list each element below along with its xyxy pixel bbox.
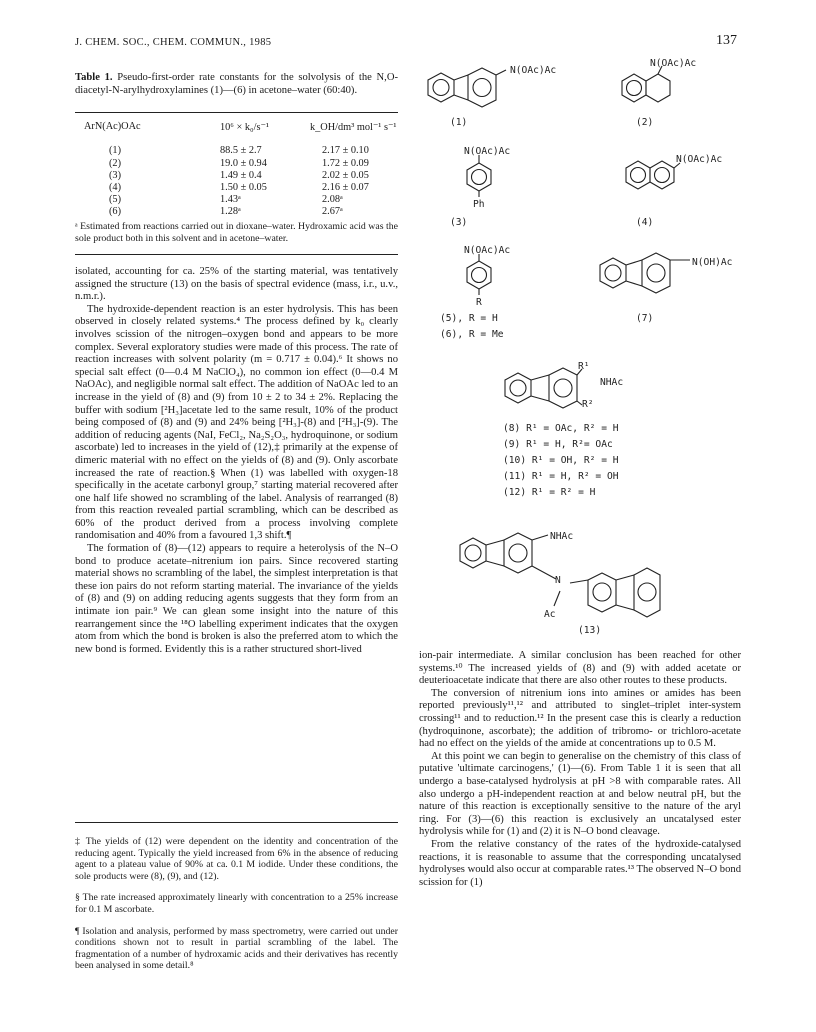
footnotes [75,836,398,972]
struct-5-label: (5), R = H [440,313,498,324]
struct-3-sub: N(OAc)Ac [464,146,511,157]
paragraph: ion-pair intermediate. A similar conclusion has been reached for other systems.¹⁰ The increased yields of (8) and (9) with added acetate or deuterioacetate indicate that there are also other routes to these products. [419,650,741,687]
struct-13-n: N [555,575,561,586]
table-row [84,206,410,218]
paragraph: The conversion of nitrenium ions into amines or amides has been reported previously¹¹,¹² and attributed to singlet–triplet inter-system crossing¹¹ and to reduction.¹² In the present case this is clearly a reduction (hydroquinone, ascorbate); the addition of tribromo- or trichloro-acetate had no effect on the yields of the amide at concentrations up to 0.5 M. [419,687,741,750]
table-cell: 2.02 ± 0.05 [322,169,369,181]
table-caption [75,72,398,97]
struct-5-sub: N(OAc)Ac [464,245,511,256]
structure-3-biphenyl [467,155,491,197]
struct-3-label: (3) [450,217,468,228]
table-top-rule [75,112,398,113]
struct-9-line: (9) R¹ = H, R²= OAc [503,439,613,450]
table-cell: 1.43ᵃ [220,194,241,206]
footnote: ‡ The yields of (12) were dependent on the identity and concentration of the reducing agent. Typically the yield increased from 6% in the absence of reducing agent to a plateau value of 90% at ca. 0.1 M iodide. Under these conditions, the sole products were (8), (9), and (12). [75,836,398,882]
table-cell: (2) [109,157,122,169]
struct-2-sub: N(OAc)Ac [650,58,697,69]
col-header: ArN(Ac)OAc [84,121,141,132]
structure-2-naphthalene [622,66,670,102]
table-row [84,158,410,170]
structure-4-naphthalene [626,161,680,189]
struct-11-line: (11) R¹ = H, R² = OH [503,471,619,482]
paragraph: isolated, accounting for ca. 25% of the starting material, was tentatively assigned the structure (13) on the basis of spectral evidence (mass, i.r., u.v., n.m.r.). [75,266,398,303]
struct-7-sub: N(OH)Ac [692,257,733,268]
struct-8-r1: R¹ [578,361,590,372]
table-row [84,194,410,206]
right-body [419,650,741,889]
struct-3-ph: Ph [473,199,485,210]
struct-1-label: (1) [450,117,468,128]
table-cell: 1.50 ± 0.05 [220,181,267,193]
table-caption-text: Pseudo-first-order rate constants for the solvolysis of the N,O-diacetyl-N-arylhydroxylamines (1)—(6) in acetone–water (60:40). [75,72,398,96]
table-cell: (1) [109,145,122,157]
struct-8-r2: R² [582,399,594,410]
struct-10-line: (10) R¹ = OH, R² = H [503,455,619,466]
structure-8-12-fluorene [505,368,582,408]
chemical-structures [410,55,750,635]
journal-header: J. CHEM. SOC., CHEM. COMMUN., 1985 [75,37,272,48]
table-cell: 2.16 ± 0.07 [322,181,369,193]
table-row [84,145,410,157]
table-cell: (3) [109,169,122,181]
struct-5-r: R [476,297,482,308]
table-cell: 2.08ᵃ [322,194,343,206]
paragraph: The hydroxide-dependent reaction is an ester hydrolysis. This has been observed in closely related systems.⁴ The process defined by k₀ clearly involves scission of the nitrogen–oxygen bond and appears to be more complex. Several exploratory studies were made of this process. The rate of reaction increases with solvent polarity (m = 0.717 ± 0.04).⁶ It shows no special salt effect (0—0.4 M NaClO₄), no common ion effect (0—0.4 M NaOAc), and negligible normal salt effect. The addition of NaOAc led to an increase in the yield of (8) and (9) from 10 ± 2 to 34 ± 2%. Replacing the buffer with sodium [²H₃]acetate led to the same result, 10% of the product being composed of (8) and (9) and 24% being [²H₃]-(8) and [²H₃]-(9). The addition of reducing agents (NaI, FeCl₂, Na₂S₂O₃, hydroquinone, or sodium ascorbate) led to increases in the yield of (12),‡ primarily at the expense of dimeric material with no effect on the yields of (8) and (9). Only ascorbate increased the rate of reaction.§ When (1) was labelled with oxygen-18 specifically in the acetate carbonyl group,⁷ starting material recovered after one half life showed no scrambling of the label. Analysis of rearranged (8) from this reaction revealed partial scrambling, which can be described as 60% of the product derived from a process involving complete randomisation and 40% from a favoured 1,3 shift.¶ [75,303,398,542]
footnote: § The rate increased approximately linearly with concentration to a 25% increase for 0.1 M ascorbate. [75,892,398,915]
structure-5-6-benzene [467,254,491,295]
struct-13-ac: Ac [544,609,556,620]
table-cell: (5) [109,194,122,206]
struct-13-nhac: NHAc [550,531,574,542]
table-cell: 19.0 ± 0.94 [220,157,267,169]
table-row [84,170,410,182]
rate-table [84,121,410,219]
table-cell: 88.5 ± 2.7 [220,145,262,157]
structure-7-fluorene [600,253,690,293]
table-label: Table 1. [75,72,113,83]
table-row [84,182,410,194]
struct-4-label: (4) [636,217,654,228]
footnote: ¶ Isolation and analysis, performed by mass spectrometry, were carried out under conditions shown not to result in partial scrambling of the label. The fragmentation of a number of hydroxamic acids and their derivatives has recently been analysed in some detail.⁸ [75,925,398,972]
struct-7-label: (7) [636,313,654,324]
paragraph: The formation of (8)—(12) appears to require a heterolysis of the N–O bond to produce acetate–nitrenium ion pairs. Since recovered starting material shows no scrambling of the label, the simplest interpretation is that these ion pairs do not reform starting material. The invariance of the yields of (8) and (9) on adding reducing agents suggests that they form from an intimate ion pair.⁹ We can glean some insight into the nature of this rearrangement since the ¹⁸O labelling experiment indicates that the oxygen atom from which the bond is broken is also the preferred atom to which the new bond is formed. Evidently this is a rather structured short-lived [75,543,398,655]
table-cell: 1.28ᵃ [220,206,241,218]
struct-6-label: (6), R = Me [440,329,504,340]
struct-8-line: (8) R¹ = OAc, R² = H [503,423,619,434]
table-cell: 1.72 ± 0.09 [322,157,369,169]
table-cell: 2.67ᵃ [322,206,343,218]
table-footnote: ᵃ Estimated from reactions carried out in dioxane–water. Hydroxamic acid was the sole product both in this solvent and in acetone–water. [75,221,398,244]
col-header: k_OH/dm³ mol⁻¹ s⁻¹ [310,122,397,133]
footnote-rule [75,822,398,823]
left-body [75,266,398,656]
struct-1-sub: N(OAc)Ac [510,65,557,76]
paragraph: At this point we can begin to generalise on the chemistry of this class of putative 'ultimate carcinogens,' (1)—(6). From Table 1 it is seen that all undergo a base-catalysed hydrolysis at pH >8 with comparable rates. All also undergo a pH-independent reaction at and below neutral pH, but the nature of this reaction is exceptionally sensitive to the nature of the aryl ring. For (3)—(6) this reaction is exclusively an uncatalysed ester hydrolysis while for (1) and (2) it is N–O bond cleavage. [419,750,741,838]
table-bottom-rule [75,254,398,255]
table-cell: (6) [109,206,122,218]
paragraph: From the relative constancy of the rates of the hydroxide-catalysed reactions, it is reasonable to assume that the corresponding uncatalysed hydrolyses would also occur at comparable rates.¹³ The observed N–O bond scission for (1) [419,838,741,888]
structure-1-fluorene [428,68,506,107]
struct-4-sub: N(OAc)Ac [676,154,723,165]
table-cell: 1.49 ± 0.4 [220,169,262,181]
col-header: 10⁶ × k₀/s⁻¹ [220,122,269,133]
struct-8-nhac: NHAc [600,377,624,388]
table-header-row [84,121,410,133]
page-number: 137 [716,33,737,48]
struct-13-label: (13) [578,625,602,635]
struct-12-line: (12) R¹ = R² = H [503,487,596,498]
struct-2-label: (2) [636,117,654,128]
table-cell: 2.17 ± 0.10 [322,145,369,157]
table-cell: (4) [109,181,122,193]
